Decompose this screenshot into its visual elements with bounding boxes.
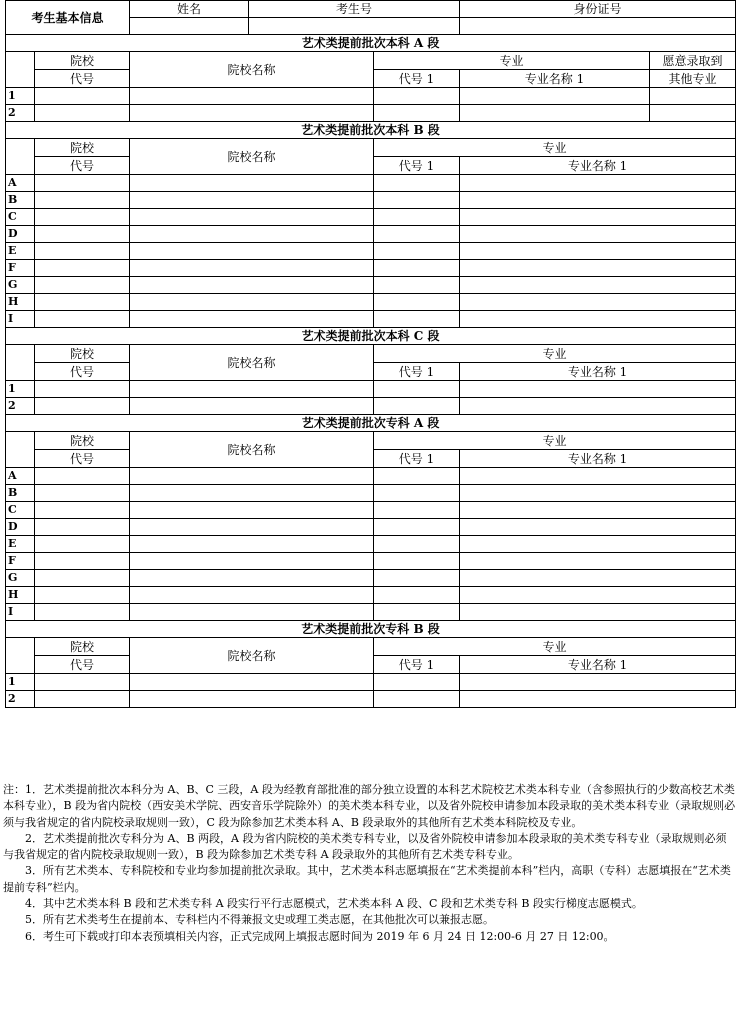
- section-title: 艺术类提前批次专科 B 段: [6, 621, 736, 638]
- school-name-header: 院校名称: [130, 432, 374, 468]
- school-code-cell[interactable]: [35, 311, 130, 328]
- willing-header: 其他专业: [650, 70, 736, 88]
- willing-cell[interactable]: [650, 105, 736, 122]
- school-name-cell[interactable]: [130, 105, 374, 122]
- section-title: 艺术类提前批次本科 A 段: [6, 35, 736, 52]
- school-name-cell[interactable]: [130, 587, 374, 604]
- major-name-cell[interactable]: [460, 485, 736, 502]
- school-name-cell[interactable]: [130, 674, 374, 691]
- school-name-cell[interactable]: [130, 277, 374, 294]
- school-code-cell[interactable]: [35, 519, 130, 536]
- major-name-cell[interactable]: [460, 226, 736, 243]
- major-header: 专业: [374, 638, 736, 656]
- school-code-cell[interactable]: [35, 105, 130, 122]
- major-name-cell[interactable]: [460, 260, 736, 277]
- major-name-cell[interactable]: [460, 587, 736, 604]
- school-code-cell[interactable]: [35, 381, 130, 398]
- major-name-cell[interactable]: [460, 192, 736, 209]
- major-code-cell[interactable]: [374, 691, 460, 708]
- exam-number-field[interactable]: [249, 18, 460, 35]
- school-code-cell[interactable]: [35, 691, 130, 708]
- school-code-cell[interactable]: [35, 468, 130, 485]
- row-label: A: [6, 468, 35, 485]
- major-header: 专业: [374, 432, 736, 450]
- major-code-cell[interactable]: [374, 294, 460, 311]
- major-code-cell[interactable]: [374, 502, 460, 519]
- row-label: C: [6, 209, 35, 226]
- school-code-cell[interactable]: [35, 553, 130, 570]
- major-header: 专业: [374, 345, 736, 363]
- major-name-header: 专业名称 1: [460, 70, 650, 88]
- major-name-header: 专业名称 1: [460, 656, 736, 674]
- row-label: C: [6, 502, 35, 519]
- major-code-cell[interactable]: [374, 536, 460, 553]
- row-label: 2: [6, 105, 35, 122]
- major-name-header: 专业名称 1: [460, 450, 736, 468]
- major-code-header: 代号 1: [374, 70, 460, 88]
- school-code-header: 代号: [35, 70, 130, 88]
- note-paragraph: 3．所有艺术类本、专科院校和专业均参加提前批次录取。其中，艺术类本科志愿填报在“艺术类提前本科”栏内，高职（专科）志愿填报在“艺术类提前专科”栏内。: [3, 864, 731, 894]
- school-name-cell[interactable]: [130, 192, 374, 209]
- school-name-cell[interactable]: [130, 604, 374, 621]
- blank-cell: [6, 638, 35, 674]
- school-code-cell[interactable]: [35, 226, 130, 243]
- student-info-label: 考生基本信息: [6, 1, 130, 35]
- major-name-cell[interactable]: [460, 604, 736, 621]
- school-code-cell[interactable]: [35, 570, 130, 587]
- notes-section: [3, 782, 737, 945]
- section-title: 艺术类提前批次专科 A 段: [6, 415, 736, 432]
- major-code-header: 代号 1: [374, 656, 460, 674]
- row-label: D: [6, 519, 35, 536]
- major-name-cell[interactable]: [460, 398, 736, 415]
- major-code-cell[interactable]: [374, 226, 460, 243]
- row-label: H: [6, 587, 35, 604]
- school-code-cell[interactable]: [35, 485, 130, 502]
- major-name-cell[interactable]: [460, 553, 736, 570]
- major-code-cell[interactable]: [374, 105, 460, 122]
- major-code-cell[interactable]: [374, 485, 460, 502]
- row-label: 2: [6, 691, 35, 708]
- school-name-cell[interactable]: [130, 209, 374, 226]
- school-code-cell[interactable]: [35, 674, 130, 691]
- school-name-cell[interactable]: [130, 260, 374, 277]
- application-form: [5, 0, 735, 708]
- school-name-cell[interactable]: [130, 243, 374, 260]
- school-name-cell[interactable]: [130, 398, 374, 415]
- major-code-cell[interactable]: [374, 604, 460, 621]
- school-code-cell[interactable]: [35, 277, 130, 294]
- school-name-cell[interactable]: [130, 88, 374, 105]
- major-code-cell[interactable]: [374, 587, 460, 604]
- school-name-cell[interactable]: [130, 519, 374, 536]
- major-code-header: 代号 1: [374, 450, 460, 468]
- major-name-cell[interactable]: [460, 311, 736, 328]
- section-title: 艺术类提前批次本科 B 段: [6, 122, 736, 139]
- school-code-cell[interactable]: [35, 587, 130, 604]
- major-name-cell[interactable]: [460, 105, 650, 122]
- blank-cell: [6, 345, 35, 381]
- row-label: E: [6, 243, 35, 260]
- major-name-cell[interactable]: [460, 536, 736, 553]
- major-name-cell[interactable]: [460, 209, 736, 226]
- school-name-cell[interactable]: [130, 502, 374, 519]
- school-code-cell[interactable]: [35, 88, 130, 105]
- row-label: 1: [6, 88, 35, 105]
- school-code-cell[interactable]: [35, 604, 130, 621]
- school-code-header: 代号: [35, 157, 130, 175]
- row-label: F: [6, 553, 35, 570]
- major-header: 专业: [374, 52, 650, 70]
- major-name-cell[interactable]: [460, 381, 736, 398]
- major-name-cell[interactable]: [460, 502, 736, 519]
- willing-cell[interactable]: [650, 88, 736, 105]
- major-code-cell[interactable]: [374, 570, 460, 587]
- major-name-cell[interactable]: [460, 570, 736, 587]
- school-code-cell[interactable]: [35, 243, 130, 260]
- willing-header: 愿意录取到: [650, 52, 736, 70]
- major-code-cell[interactable]: [374, 519, 460, 536]
- major-name-cell[interactable]: [460, 674, 736, 691]
- major-name-cell[interactable]: [460, 88, 650, 105]
- school-code-header: 院校: [35, 638, 130, 656]
- major-code-header: 代号 1: [374, 157, 460, 175]
- major-name-cell[interactable]: [460, 294, 736, 311]
- school-name-cell[interactable]: [130, 536, 374, 553]
- school-name-cell[interactable]: [130, 226, 374, 243]
- major-code-cell[interactable]: [374, 175, 460, 192]
- school-name-cell[interactable]: [130, 468, 374, 485]
- school-name-header: 院校名称: [130, 345, 374, 381]
- school-name-cell[interactable]: [130, 553, 374, 570]
- major-code-cell[interactable]: [374, 260, 460, 277]
- note-paragraph: 2．艺术类提前批次专科分为 A、B 两段，A 段为省内院校的美术类专科专业，以及省外院校申请参加本段录取的美术类专科专业（录取规则必须与我省规定的省内院校录取规则一致），B 段为除参加艺术类专科 A 段录取外的其他所有艺术类专科专业。: [3, 831, 727, 862]
- major-code-cell[interactable]: [374, 88, 460, 105]
- note-paragraph: 6．考生可下载或打印本表预填相关内容，正式完成网上填报志愿时间为 2019 年 6 月 24 日 12:00-6 月 27 日 12:00。: [25, 929, 615, 943]
- major-code-cell[interactable]: [374, 674, 460, 691]
- row-label: E: [6, 536, 35, 553]
- school-code-header: 代号: [35, 363, 130, 381]
- major-name-header: 专业名称 1: [460, 157, 736, 175]
- school-name-header: 院校名称: [130, 139, 374, 175]
- row-label: B: [6, 485, 35, 502]
- school-code-header: 院校: [35, 52, 130, 70]
- major-name-cell[interactable]: [460, 691, 736, 708]
- school-name-cell[interactable]: [130, 311, 374, 328]
- school-code-cell[interactable]: [35, 398, 130, 415]
- note-paragraph: 4．其中艺术类本科 B 段和艺术类专科 A 段实行平行志愿模式，艺术类本科 A 段、C 段和艺术类专科 B 段实行梯度志愿模式。: [25, 897, 643, 911]
- school-code-cell[interactable]: [35, 502, 130, 519]
- major-code-cell[interactable]: [374, 209, 460, 226]
- major-code-cell[interactable]: [374, 553, 460, 570]
- section-title: 艺术类提前批次本科 C 段: [6, 328, 736, 345]
- school-name-cell[interactable]: [130, 175, 374, 192]
- major-name-cell[interactable]: [460, 468, 736, 485]
- blank-cell: [6, 432, 35, 468]
- school-name-cell[interactable]: [130, 381, 374, 398]
- major-name-header: 专业名称 1: [460, 363, 736, 381]
- row-label: 1: [6, 381, 35, 398]
- row-label: D: [6, 226, 35, 243]
- school-code-header: 院校: [35, 345, 130, 363]
- row-label: B: [6, 192, 35, 209]
- id-number-label: 身份证号: [460, 1, 736, 18]
- name-field[interactable]: [130, 18, 249, 35]
- school-name-header: 院校名称: [130, 638, 374, 674]
- blank-cell: [6, 52, 35, 88]
- row-label: I: [6, 604, 35, 621]
- major-name-cell[interactable]: [460, 277, 736, 294]
- school-code-cell[interactable]: [35, 294, 130, 311]
- school-code-cell[interactable]: [35, 192, 130, 209]
- major-name-cell[interactable]: [460, 519, 736, 536]
- major-code-cell[interactable]: [374, 398, 460, 415]
- row-label: G: [6, 277, 35, 294]
- school-code-header: 代号: [35, 656, 130, 674]
- school-code-header: 院校: [35, 139, 130, 157]
- major-code-cell[interactable]: [374, 277, 460, 294]
- major-name-cell[interactable]: [460, 175, 736, 192]
- school-code-cell[interactable]: [35, 536, 130, 553]
- school-code-cell[interactable]: [35, 209, 130, 226]
- note-paragraph: 5．所有艺术类考生在提前本、专科栏内不得兼报文史或理工类志愿，在其他批次可以兼报志愿。: [25, 913, 494, 927]
- row-label: 1: [6, 674, 35, 691]
- school-name-cell[interactable]: [130, 485, 374, 502]
- row-label: G: [6, 570, 35, 587]
- row-label: H: [6, 294, 35, 311]
- school-code-cell[interactable]: [35, 260, 130, 277]
- note-paragraph: 注：1．艺术类提前批次本科分为 A、B、C 三段，A 段为经教育部批准的部分独立设置的本科艺术院校艺术类本科专业（含参照执行的少数高校艺术类本科专业），B 段为省内院校（西安美术学院、西安音乐学院除外）的美术类本科专业，以及省外院校申请参加本段录取的美术类本科专业（录取规则必须与我省规定的省内院校录取规则一致），C 段为除参加艺术类本科 A、B 段录取外的其他所有艺术类本科院校及专业。: [3, 783, 736, 829]
- major-name-cell[interactable]: [460, 243, 736, 260]
- exam-number-label: 考生号: [249, 1, 460, 18]
- major-code-cell[interactable]: [374, 243, 460, 260]
- school-name-cell[interactable]: [130, 570, 374, 587]
- row-label: F: [6, 260, 35, 277]
- row-label: 2: [6, 398, 35, 415]
- major-code-header: 代号 1: [374, 363, 460, 381]
- school-name-cell[interactable]: [130, 294, 374, 311]
- school-code-header: 代号: [35, 450, 130, 468]
- name-label: 姓名: [130, 1, 249, 18]
- school-name-cell[interactable]: [130, 691, 374, 708]
- school-name-header: 院校名称: [130, 52, 374, 88]
- id-number-field[interactable]: [460, 18, 736, 35]
- major-code-cell[interactable]: [374, 381, 460, 398]
- form-table: [5, 0, 736, 708]
- major-header: 专业: [374, 139, 736, 157]
- row-label: I: [6, 311, 35, 328]
- school-code-header: 院校: [35, 432, 130, 450]
- major-code-cell[interactable]: [374, 192, 460, 209]
- major-code-cell[interactable]: [374, 311, 460, 328]
- row-label: A: [6, 175, 35, 192]
- school-code-cell[interactable]: [35, 175, 130, 192]
- blank-cell: [6, 139, 35, 175]
- major-code-cell[interactable]: [374, 468, 460, 485]
